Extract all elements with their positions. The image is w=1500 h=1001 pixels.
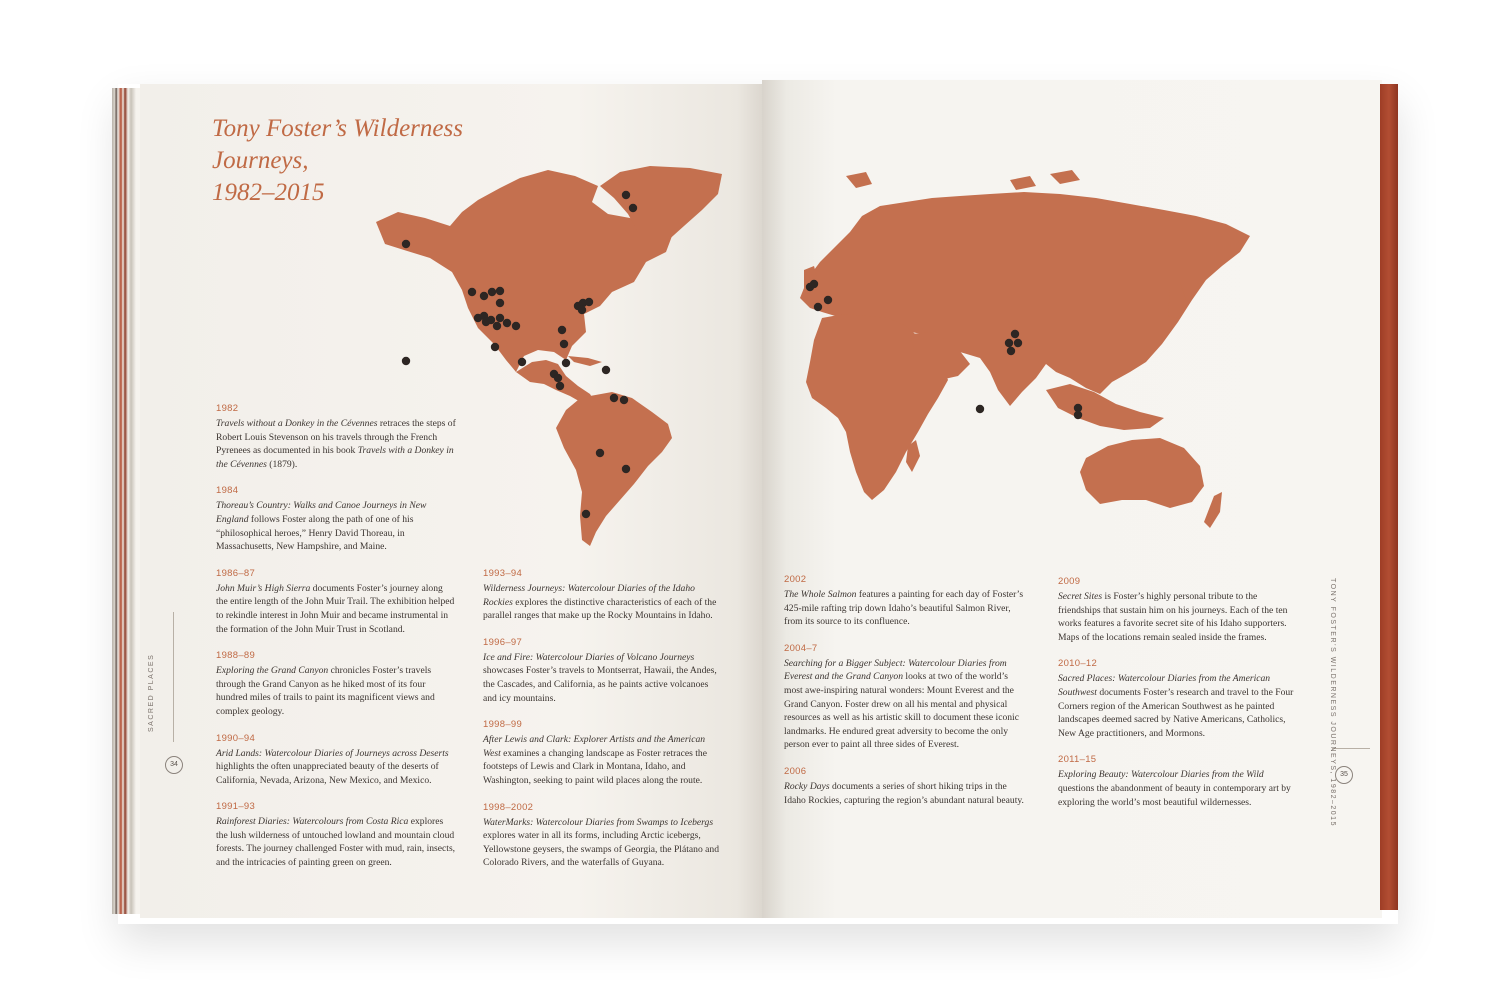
entry-year: 1986–87 — [216, 567, 256, 579]
entry-year: 2011–15 — [1058, 754, 1097, 766]
work-title: John Muir’s High Sierra — [216, 582, 311, 594]
entry-text: explores the distinctive characteristics of each of the parallel ranges that make up the Rocky Mountains in Idaho. — [483, 596, 717, 622]
entry-description — [216, 582, 456, 636]
entry-year: 1993–94 — [483, 568, 523, 579]
entry-description — [1058, 768, 1298, 809]
entry-text: documents Foster’s research and travel to the Four Corners region of the American Southwest as he painted landscapes deemed sacred by Native Americans, Catholics, New Age practitioners, and Mormons. — [1058, 686, 1294, 739]
entry-description — [216, 664, 456, 718]
work-title: Travels with a Donkey in the Cévennes — [216, 445, 454, 470]
right-page-number: 35 — [1335, 766, 1353, 784]
timeline-entry — [1058, 658, 1298, 740]
title-line-1: Tony Foster’s Wilderness Journeys, — [212, 115, 463, 174]
entry-text: explores the lush wilderness of untouched lowland and mountain cloud forests. The journey challenged Foster with mud, rain, insects, and the intricacies of painting green on green. — [216, 816, 456, 869]
entry-description — [483, 651, 723, 705]
entry-description — [483, 733, 723, 787]
work-title: Rainforest Diaries: Watercolours from Costa Rica — [216, 816, 409, 828]
entry-description — [784, 657, 1024, 752]
page-title — [212, 113, 532, 209]
timeline-entry — [216, 485, 456, 553]
work-title: WaterMarks: Watercolour Diaries from Swamps to Icebergs — [483, 816, 714, 828]
timeline-entry — [1058, 754, 1298, 809]
entry-description — [784, 780, 1024, 807]
work-title: Exploring Beauty: Watercolour Diaries from the Wild — [1058, 769, 1264, 781]
entry-text: is Foster’s highly personal tribute to the friendships that sustain him on his journeys. Each of the ten works features a favorite secret site of his Idaho supporters. Maps of the locations remain sealed inside the frames. — [1058, 591, 1288, 643]
cover-edge-right — [1380, 84, 1398, 910]
entry-text: follows Foster along the path of one of his “philosophical heroes,” Henry David Thoreau, in Massachusetts, New Hampshire, and Maine. — [216, 513, 414, 553]
work-title: Exploring the Grand Canyon — [216, 665, 329, 677]
entry-year: 2004–7 — [784, 642, 818, 654]
entry-year: 1991–93 — [216, 801, 256, 813]
timeline-entry — [216, 801, 456, 869]
entry-text: explores water in all its forms, including Arctic icebergs, Yellowstone geysers, the swamps of Georgia, the Plátano and Colorado Rivers, and the waterfalls of Guyana. — [483, 830, 719, 869]
timeline-entry — [216, 650, 456, 718]
timeline-entry — [784, 766, 1024, 807]
work-title: After Lewis and Clark: Explorer Artists and the American West — [483, 734, 706, 759]
entry-text: questions the abandonment of beauty in contemporary art by exploring the world’s most beautiful wildernesses. — [1058, 782, 1291, 808]
entry-year: 1998–2002 — [483, 801, 534, 813]
entry-year: 2002 — [784, 574, 807, 585]
timeline-entry — [483, 719, 723, 787]
entry-text: looks at two of the world’s most awe-inspiring natural wonders: Mount Everest and the Grand Canyon. Foster drew on all his mental and physical resources as well as his artistic skill to document these iconic landmarks. He endured great adversity to become the only person ever to paint all three sides of Everest. — [784, 671, 1019, 751]
entry-description — [784, 588, 1024, 629]
timeline-column-1 — [216, 403, 456, 884]
work-title: Thoreau’s Country: Walks and Canoe Journeys in New England — [216, 500, 427, 525]
timeline-entry — [1058, 576, 1298, 644]
entry-text: examines a changing landscape as Foster retraces the footsteps of Lewis and Clark in Montana, Idaho, and Washington, seeking to paint wild places along the route. — [483, 747, 707, 786]
work-title: Wilderness Journeys: Watercolour Diaries of the Idaho Rockies — [483, 583, 695, 608]
left-running-head: SACRED PLACES — [148, 653, 155, 732]
entry-text: chronicles Foster’s travels through the Grand Canyon as he hiked most of its four hundred miles of trails to paint its magnificent views and complex geology. — [216, 665, 435, 717]
timeline-column-4 — [1058, 576, 1298, 823]
timeline-entry — [216, 733, 456, 788]
timeline-entry — [216, 403, 456, 471]
timeline-entry — [483, 637, 723, 705]
entry-year: 2010–12 — [1058, 658, 1098, 670]
timeline-entry — [784, 643, 1024, 752]
entry-year: 1998–99 — [483, 719, 523, 731]
entry-description — [483, 816, 723, 870]
timeline-entry — [483, 568, 723, 623]
entry-year: 1982 — [216, 403, 239, 414]
entry-description — [1058, 672, 1298, 740]
entry-text: documents a series of short hiking trips in the Idaho Rockies, capturing the region’s abundant natural beauty. — [784, 780, 1024, 806]
entry-description — [483, 582, 723, 623]
work-title: Rocky Days — [784, 780, 830, 792]
work-title: Travels without a Donkey in the Cévennes — [216, 418, 378, 429]
entry-description — [216, 499, 456, 553]
entry-year: 2009 — [1058, 576, 1081, 587]
timeline-column-2 — [483, 568, 723, 884]
timeline-entry — [216, 568, 456, 636]
entry-year: 2006 — [784, 765, 807, 777]
entry-description — [1058, 590, 1298, 644]
work-title: Ice and Fire: Watercolour Diaries of Volcano Journeys — [483, 651, 695, 663]
right-margin-rule — [1332, 748, 1370, 749]
entry-year: 1988–89 — [216, 650, 256, 662]
entry-text: showcases Foster’s travels to Montserrat, Hawaii, the Andes, the Cascades, and California, as he paints active volcanoes and icy mountains. — [483, 665, 717, 704]
entry-year: 1984 — [216, 485, 239, 497]
entry-description — [216, 815, 456, 869]
work-title: Sacred Places: Watercolour Diaries from the American Southwest — [1058, 673, 1271, 698]
entry-text: (1879). — [266, 458, 298, 470]
work-title: Arid Lands: Watercolour Diaries of Journeys across Deserts — [216, 747, 449, 759]
timeline-entry — [784, 574, 1024, 629]
timeline-entry — [483, 802, 723, 870]
entry-text: highlights the often unappreciated beauty of the deserts of California, Nevada, Arizona, New Mexico, and Mexico. — [216, 761, 439, 786]
entry-year: 1996–97 — [483, 636, 523, 648]
entry-description — [216, 747, 456, 788]
left-page-number: 34 — [165, 756, 183, 774]
entry-text: documents Foster’s journey along the entire length of the John Muir Trail. The exhibition helped to rekindle interest in John Muir and became instrumental in the formation of the John Muir Trust in Scotland. — [216, 582, 455, 635]
work-title: Searching for a Bigger Subject: Watercolour Diaries from Everest and the Grand Canyon — [784, 657, 1007, 683]
left-margin-rule — [173, 612, 174, 742]
work-title: The Whole Salmon — [784, 589, 857, 600]
right-running-head: TONY FOSTER’S WILDERNESS JOURNEYS, 1982–2015 — [1329, 578, 1336, 827]
title-line-2: 1982–2015 — [212, 179, 325, 206]
timeline-column-3 — [784, 574, 1024, 821]
entry-text: features a painting for each day of Foster’s 425-mile rafting trip down Idaho’s beautiful Salmon River, from its source to its confluence. — [784, 589, 1024, 628]
entry-description — [216, 417, 456, 471]
work-title: Secret Sites — [1058, 591, 1103, 602]
entry-year: 1990–94 — [216, 732, 256, 744]
entry-text: retraces the steps of Robert Louis Stevenson on his travels through the French Pyrenees as documented in his book — [216, 418, 456, 457]
